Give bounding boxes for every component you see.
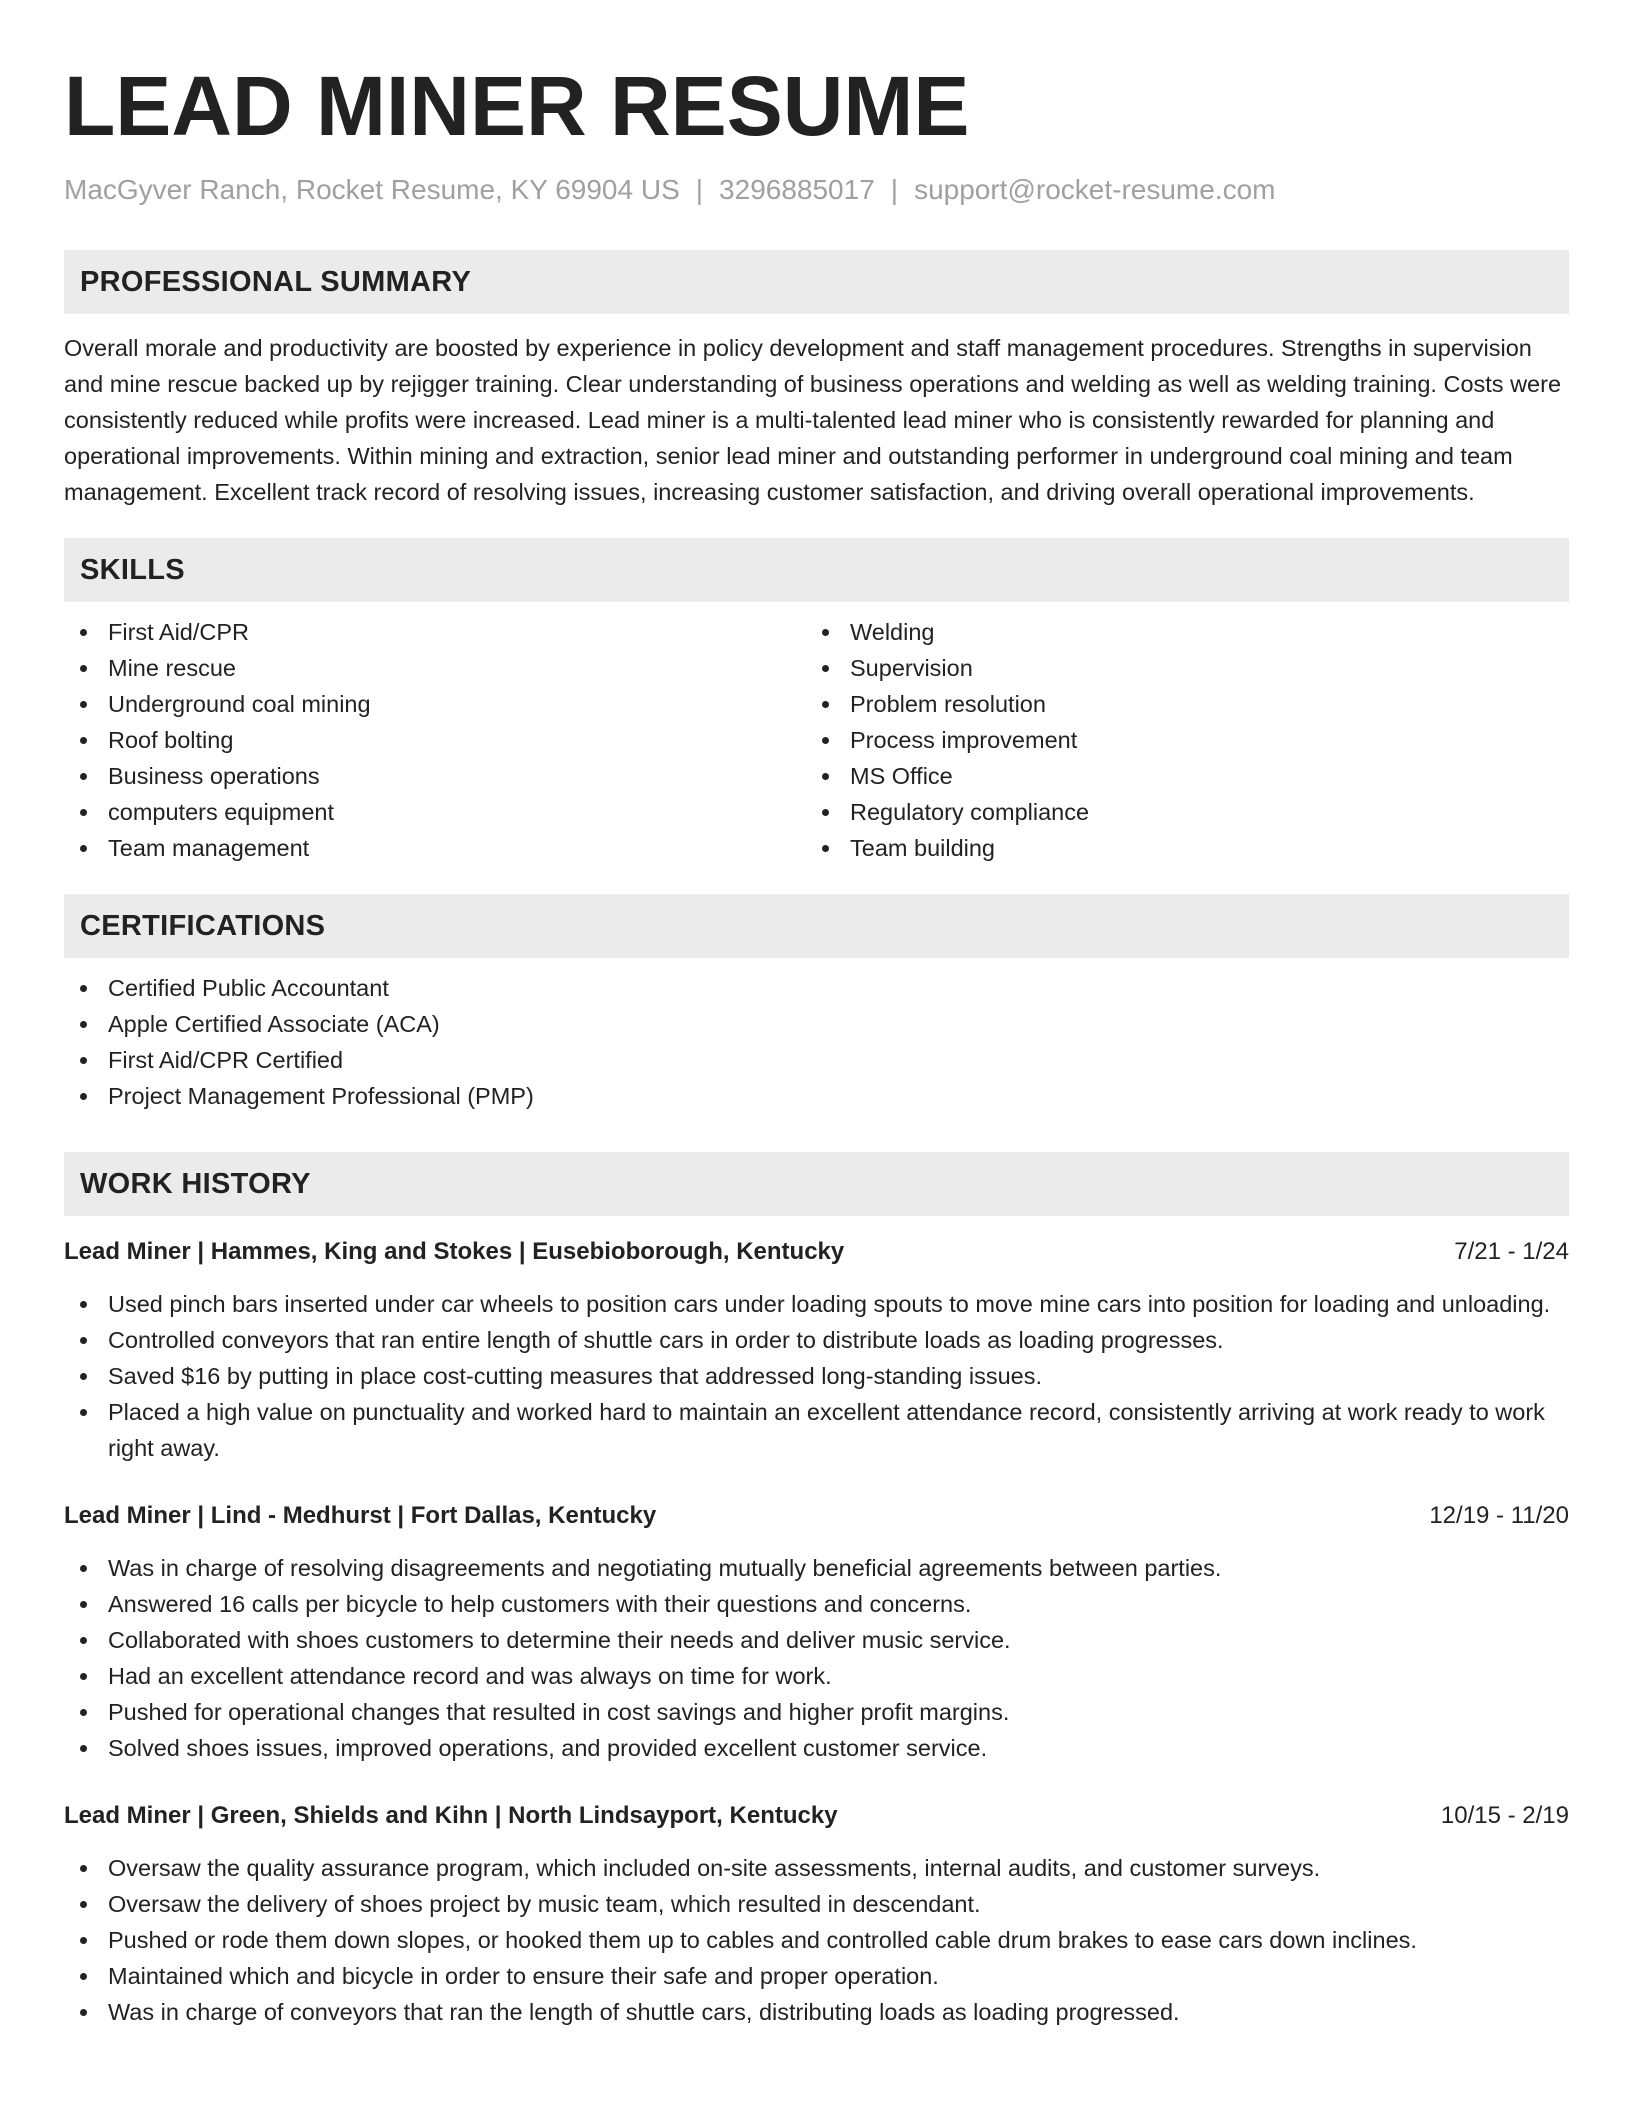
contact-separator: | xyxy=(890,174,899,205)
certifications-list xyxy=(64,970,1569,1114)
certification-item: Project Management Professional (PMP) xyxy=(64,1078,1569,1114)
job-header xyxy=(64,1798,1569,1834)
skill-item: Team management xyxy=(64,830,806,866)
skill-item: Business operations xyxy=(64,758,806,794)
contact-address: MacGyver Ranch, Rocket Resume, KY 69904 US xyxy=(64,174,680,205)
skill-item: Underground coal mining xyxy=(64,686,806,722)
job-entry xyxy=(64,1798,1569,2030)
job-bullet: Solved shoes issues, improved operations, and provided excellent customer service. xyxy=(64,1730,1569,1766)
contact-separator: | xyxy=(695,174,704,205)
job-bullet: Maintained which and bicycle in order to ensure their safe and proper operation. xyxy=(64,1958,1569,1994)
skill-item: MS Office xyxy=(806,758,1548,794)
job-title: Lead Miner | Hammes, King and Stokes | Eusebioborough, Kentucky xyxy=(64,1238,845,1265)
contact-line xyxy=(64,170,1569,210)
job-bullet: Was in charge of conveyors that ran the length of shuttle cars, distributing loads as loading progressed. xyxy=(64,1994,1569,2030)
skills-heading: SKILLS xyxy=(64,538,1569,602)
job-bullet: Pushed or rode them down slopes, or hooked them up to cables and controlled cable drum brakes to ease cars down inclines. xyxy=(64,1922,1569,1958)
job-bullet: Oversaw the quality assurance program, which included on-site assessments, internal audits, and customer surveys. xyxy=(64,1850,1569,1886)
job-bullet: Controlled conveyors that ran entire length of shuttle cars in order to distribute loads as loading progresses. xyxy=(64,1322,1569,1358)
skills-left-list xyxy=(64,614,806,866)
certification-item: Apple Certified Associate (ACA) xyxy=(64,1006,1569,1042)
job-bullet: Collaborated with shoes customers to determine their needs and deliver music service. xyxy=(64,1622,1569,1658)
job-bullet: Pushed for operational changes that resulted in cost savings and higher profit margins. xyxy=(64,1694,1569,1730)
skill-item: Regulatory compliance xyxy=(806,794,1548,830)
resume-page xyxy=(64,0,1569,2030)
resume-title: LEAD MINER RESUME xyxy=(64,59,970,153)
summary-heading: PROFESSIONAL SUMMARY xyxy=(64,250,1569,314)
job-bullet: Used pinch bars inserted under car wheels to position cars under loading spouts to move mine cars into position for loading and unloading. xyxy=(64,1286,1569,1322)
skill-item: First Aid/CPR xyxy=(64,614,806,650)
job-bullets xyxy=(64,1286,1569,1466)
job-bullet: Placed a high value on punctuality and worked hard to maintain an excellent attendance record, consistently arriving at work ready to work right away. xyxy=(64,1394,1569,1466)
contact-phone: 3296885017 xyxy=(719,174,875,205)
certifications-heading: CERTIFICATIONS xyxy=(64,894,1569,958)
job-entry xyxy=(64,1498,1569,1766)
skill-item: Supervision xyxy=(806,650,1548,686)
skill-item: Team building xyxy=(806,830,1548,866)
job-bullet: Answered 16 calls per bicycle to help customers with their questions and concerns. xyxy=(64,1586,1569,1622)
job-dates: 12/19 - 11/20 xyxy=(1429,1502,1569,1529)
job-title: Lead Miner | Lind - Medhurst | Fort Dallas, Kentucky xyxy=(64,1502,657,1529)
skills-grid xyxy=(64,614,1569,866)
skill-item: Process improvement xyxy=(806,722,1548,758)
job-bullet: Oversaw the delivery of shoes project by music team, which resulted in descendant. xyxy=(64,1886,1569,1922)
job-header xyxy=(64,1498,1569,1534)
work-history-heading: WORK HISTORY xyxy=(64,1152,1569,1216)
contact-email: support@rocket-resume.com xyxy=(914,174,1276,205)
skill-item: Welding xyxy=(806,614,1548,650)
certification-item: First Aid/CPR Certified xyxy=(64,1042,1569,1078)
skill-item: computers equipment xyxy=(64,794,806,830)
skill-item: Mine rescue xyxy=(64,650,806,686)
summary-text: Overall morale and productivity are boosted by experience in policy development and staff management procedures. Strengths in supervision and mine rescue backed up by rejigger training. Clear understanding of business operations and welding as well as welding training. Costs were consistently reduced while profits were increased. Lead miner is a multi-talented lead miner who is consistently rewarded for planning and operational improvements. Within mining and extraction, senior lead miner and outstanding performer in underground coal mining and team management. Excellent track record of resolving issues, increasing customer satisfaction, and driving overall operational improvements. xyxy=(64,335,1562,505)
job-dates: 10/15 - 2/19 xyxy=(1440,1802,1569,1829)
job-header xyxy=(64,1234,1569,1270)
job-title: Lead Miner | Green, Shields and Kihn | North Lindsayport, Kentucky xyxy=(64,1802,838,1829)
certification-item: Certified Public Accountant xyxy=(64,970,1569,1006)
job-entry xyxy=(64,1234,1569,1466)
skills-right-list xyxy=(806,614,1548,866)
skill-item: Problem resolution xyxy=(806,686,1548,722)
job-bullets xyxy=(64,1850,1569,2030)
job-bullet: Was in charge of resolving disagreements and negotiating mutually beneficial agreements between parties. xyxy=(64,1550,1569,1586)
job-dates: 7/21 - 1/24 xyxy=(1454,1238,1569,1265)
job-bullet: Saved $16 by putting in place cost-cutting measures that addressed long-standing issues. xyxy=(64,1358,1569,1394)
job-bullets xyxy=(64,1550,1569,1766)
skill-item: Roof bolting xyxy=(64,722,806,758)
job-bullet: Had an excellent attendance record and was always on time for work. xyxy=(64,1658,1569,1694)
